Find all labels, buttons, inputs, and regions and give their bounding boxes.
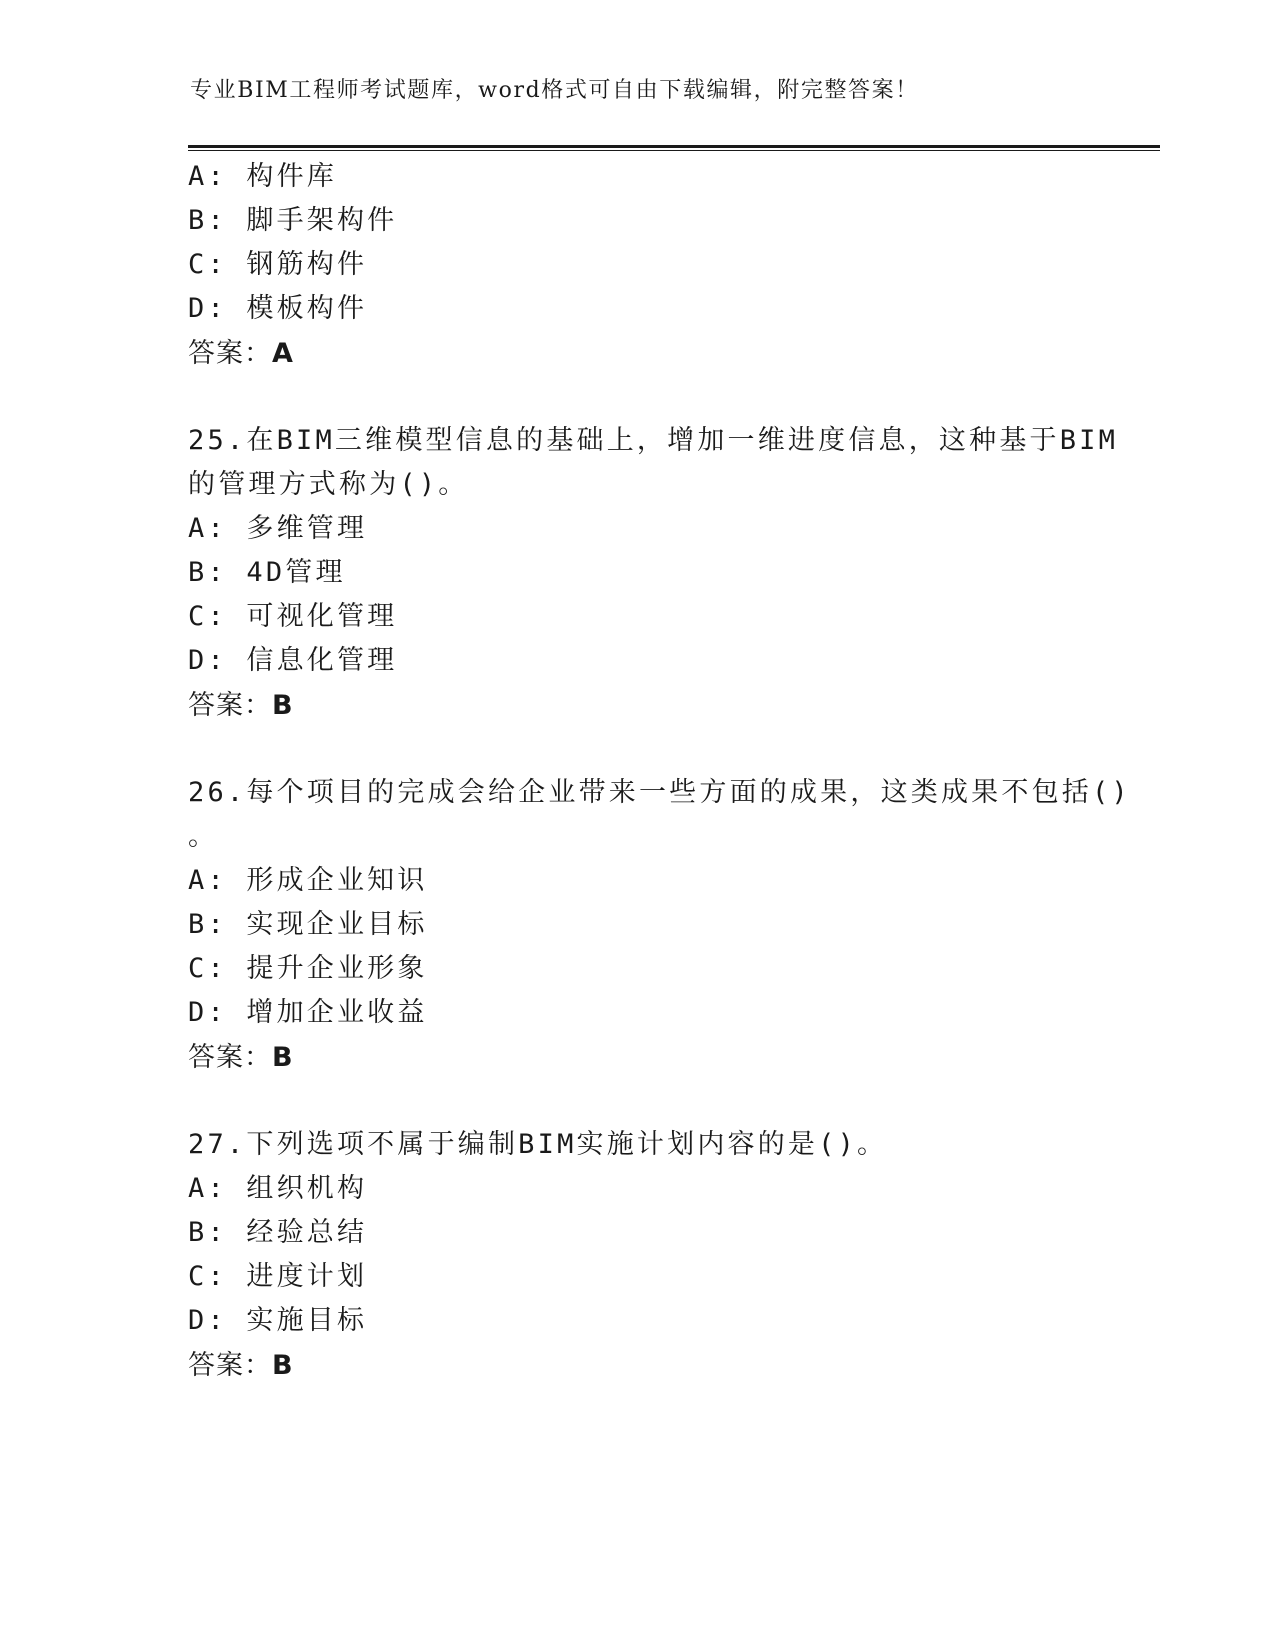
option-d: D: 实施目标	[188, 1305, 368, 1336]
answer-value: B	[272, 690, 294, 721]
option-a: A: 组织机构	[188, 1173, 368, 1204]
option-a: A: 多维管理	[188, 513, 368, 544]
option-d: D: 模板构件	[188, 293, 368, 324]
question-stem: 27.下列选项不属于编制BIM实施计划内容的是()。	[188, 1129, 888, 1160]
option-a: A: 构件库	[188, 161, 337, 192]
option-b: B: 4D管理	[188, 557, 346, 588]
answer-label: 答案：	[188, 690, 272, 721]
page-header: 专业BIM工程师考试题库，word格式可自由下载编辑，附完整答案！	[190, 78, 919, 103]
option-d: D: 增加企业收益	[188, 997, 428, 1028]
answer-line	[188, 1041, 294, 1075]
answer-label: 答案：	[188, 1350, 272, 1381]
answer-value: B	[272, 1042, 294, 1073]
option-c: C: 进度计划	[188, 1261, 368, 1292]
answer-label: 答案：	[188, 1042, 272, 1073]
option-b: B: 脚手架构件	[188, 205, 398, 236]
answer-line	[188, 689, 294, 723]
answer-label: 答案：	[188, 338, 272, 369]
answer-value: A	[272, 338, 294, 369]
option-c: C: 可视化管理	[188, 601, 398, 632]
option-c: C: 提升企业形象	[188, 953, 428, 984]
answer-line	[188, 1349, 294, 1383]
option-b: B: 实现企业目标	[188, 909, 428, 940]
option-b: B: 经验总结	[188, 1217, 368, 1248]
question-stem: 。	[188, 821, 219, 852]
question-stem: 26.每个项目的完成会给企业带来一些方面的成果，这类成果不包括()	[188, 777, 1131, 808]
header-divider-thin	[188, 150, 1160, 151]
option-a: A: 形成企业知识	[188, 865, 428, 896]
option-c: C: 钢筋构件	[188, 249, 368, 280]
option-d: D: 信息化管理	[188, 645, 398, 676]
answer-line	[188, 337, 294, 371]
question-stem: 25.在BIM三维模型信息的基础上，增加一维进度信息，这种基于BIM	[188, 425, 1119, 456]
question-stem: 的管理方式称为()。	[188, 469, 469, 500]
answer-value: B	[272, 1350, 294, 1381]
header-divider-thick	[188, 145, 1160, 148]
